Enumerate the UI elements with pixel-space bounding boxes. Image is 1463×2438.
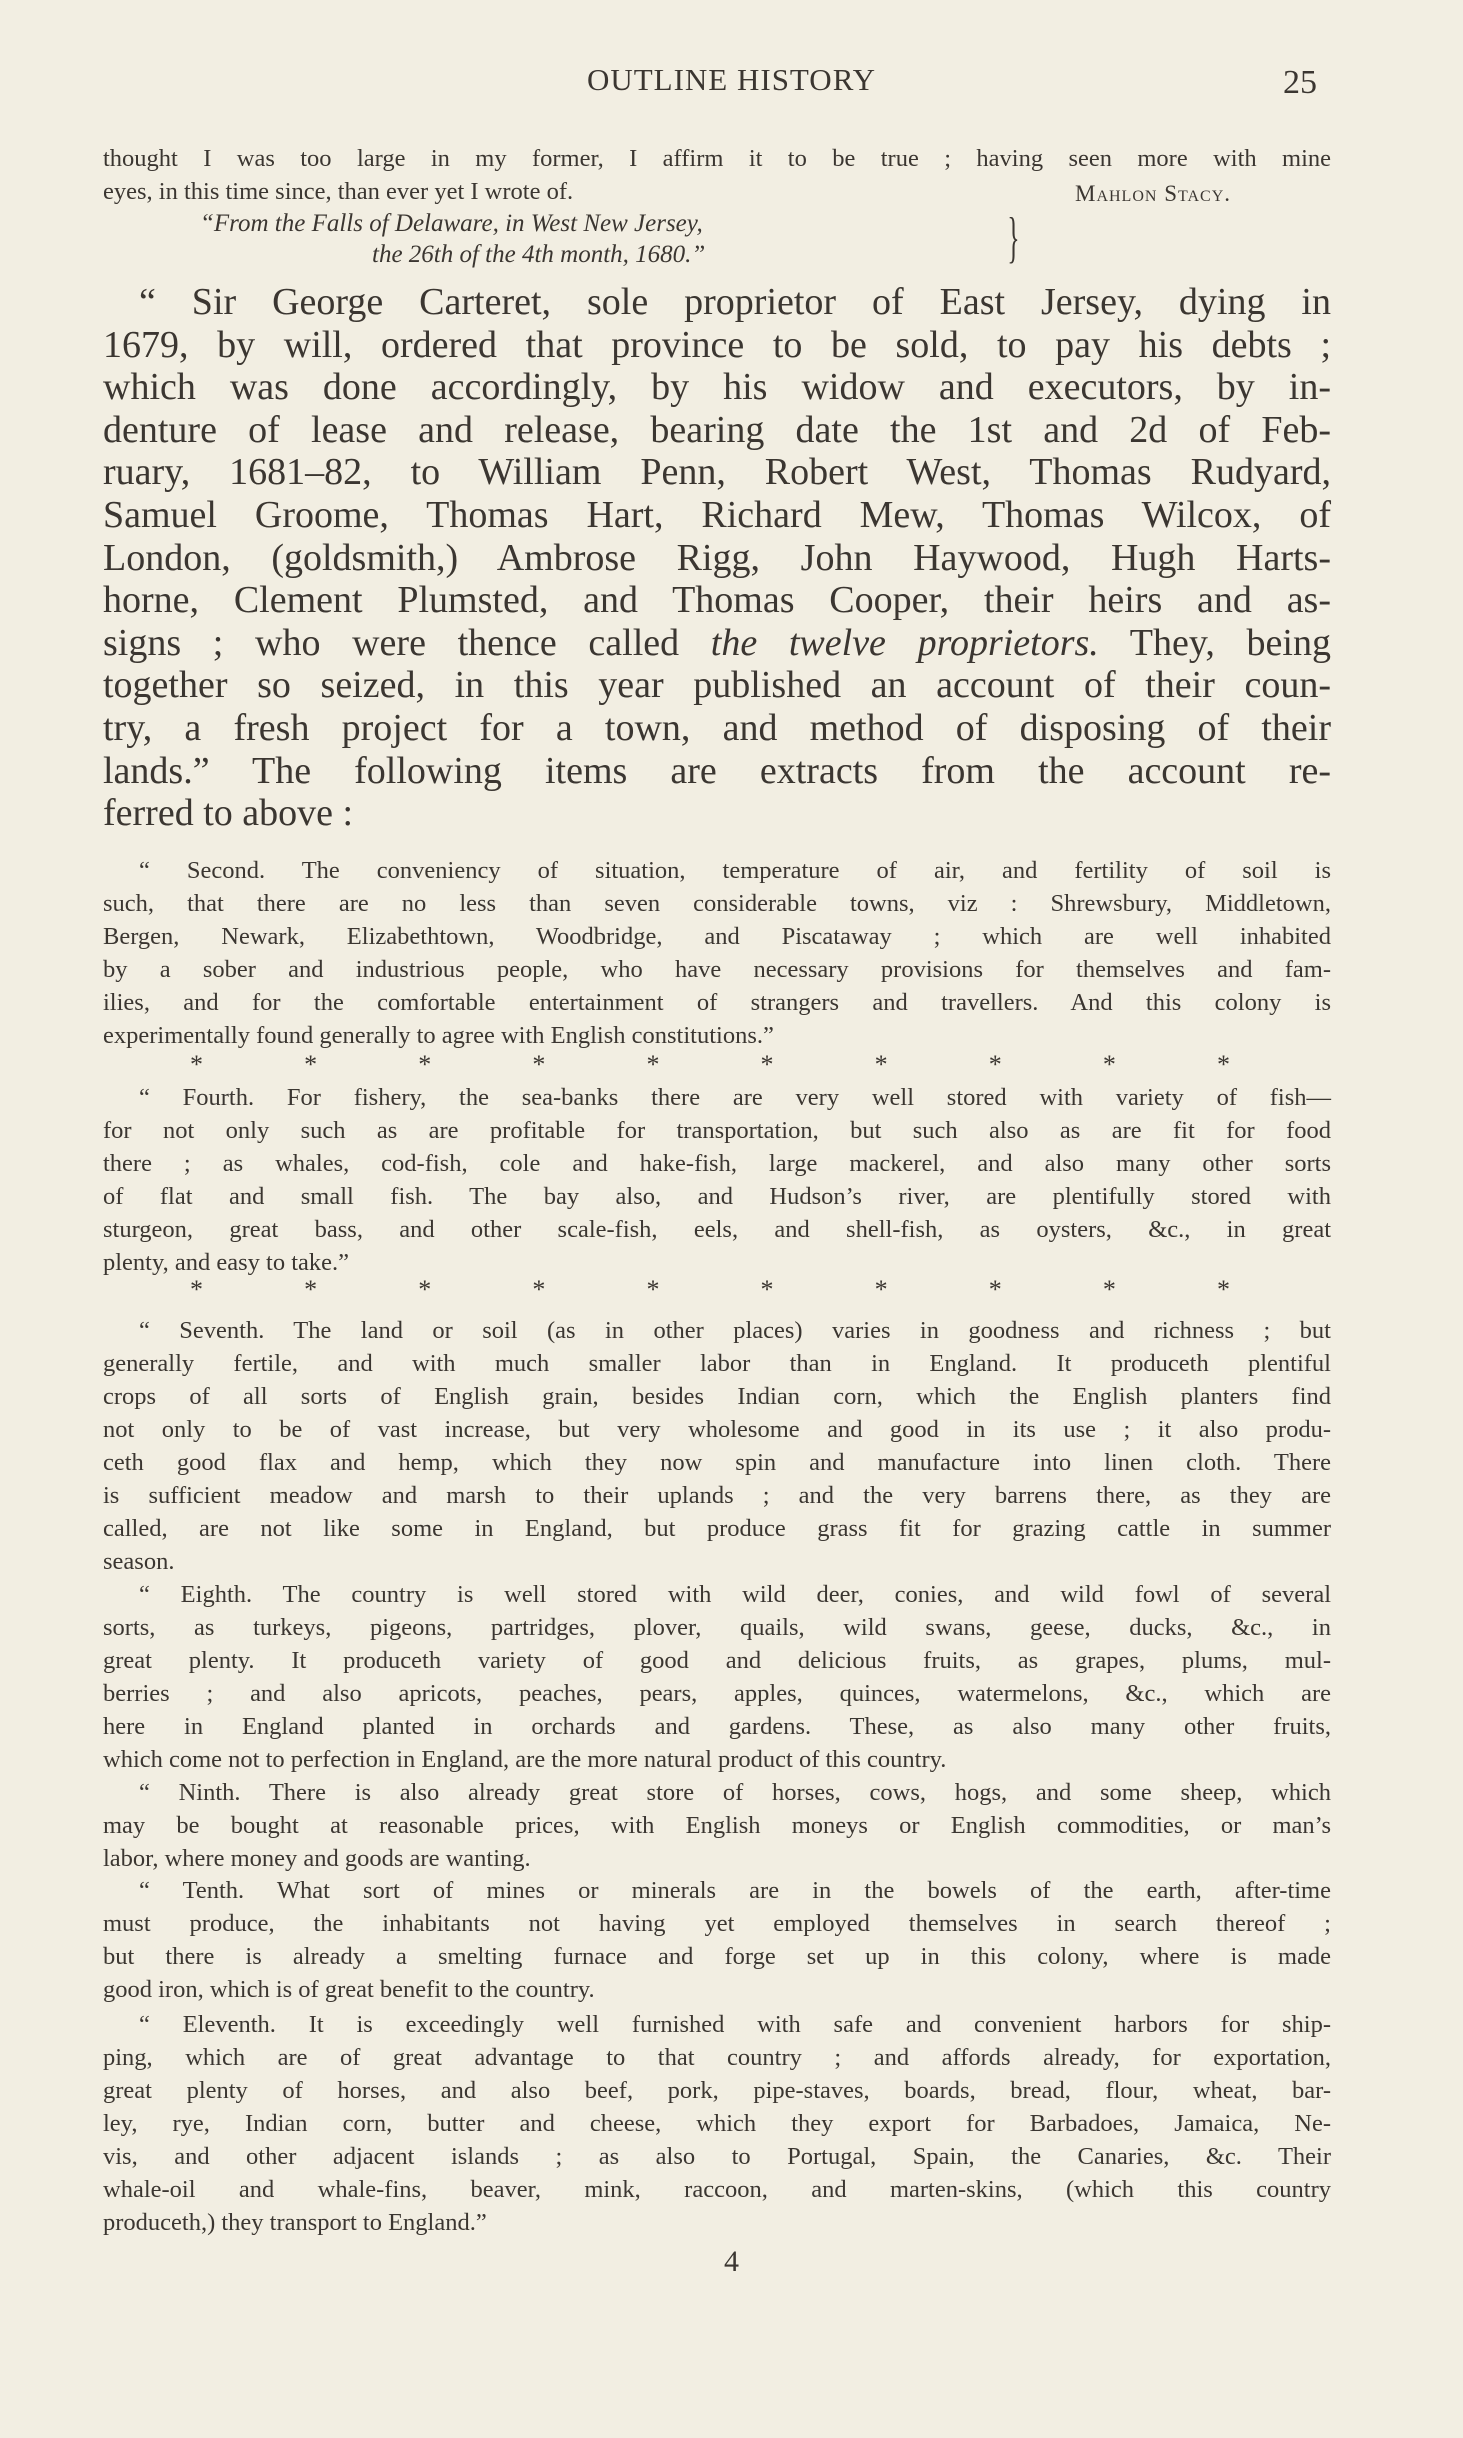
text-line: 1679, by will, ordered that province to be sold, to pay his debts ; <box>103 323 1331 366</box>
text-line: plenty, and easy to take.” <box>103 1249 350 1276</box>
italic-phrase: the twelve proprietors. <box>710 621 1099 664</box>
star-ornament: * <box>646 1050 660 1079</box>
text-line: but there is already a smelting furnace and forge set up in this colony, where is made <box>103 1943 1331 1970</box>
star-ornament: * <box>988 1050 1002 1079</box>
star-ornament: * <box>418 1050 432 1079</box>
text-line: which come not to perfection in England, are the more natural product of this country. <box>103 1746 947 1773</box>
text-line: horne, Clement Plumsted, and Thomas Cooper, their heirs and as- <box>103 579 1331 622</box>
star-ornament: * <box>1216 1050 1230 1079</box>
dateline-line: the 26th of the 4th month, 1680.” <box>372 241 706 268</box>
text-line: Bergen, Newark, Elizabethtown, Woodbridge, and Piscataway ; which are well inhabited <box>103 923 1331 950</box>
text-segment: signs ; who were thence called <box>103 621 711 664</box>
text-line: “ Tenth. What sort of mines or minerals are in the bowels of the earth, after-time <box>139 1877 1331 1904</box>
star-ornament: * <box>760 1275 774 1304</box>
extract-eleventh <box>103 2008 1331 2239</box>
letter-signature: Mahlon Stacy. <box>1075 181 1232 206</box>
text-line: here in England planted in orchards and gardens. These, as also many other fruits, <box>103 1713 1331 1740</box>
star-ornament: * <box>532 1275 546 1304</box>
text-line: sorts, as turkeys, pigeons, partridges, plover, quails, wild swans, geese, ducks, &c., in <box>103 1614 1331 1641</box>
text-line: Samuel Groome, Thomas Hart, Richard Mew, Thomas Wilcox, of <box>103 493 1331 536</box>
text-line: “ Ninth. There is also already great store of horses, cows, hogs, and some sheep, which <box>139 1779 1331 1806</box>
text-line: whale-oil and whale-fins, beaver, mink, raccoon, and marten-skins, (which this country <box>103 2176 1331 2203</box>
extract-seventh <box>103 1314 1331 1578</box>
text-line: “ Fourth. For fishery, the sea-banks there are very well stored with variety of fish— <box>139 1084 1331 1111</box>
text-line: ferred to above : <box>103 792 354 835</box>
extract-ninth <box>103 1776 1331 1875</box>
brace-mark: } <box>1007 207 1020 269</box>
star-ornament: * <box>874 1050 888 1079</box>
text-line: berries ; and also apricots, peaches, pears, apples, quinces, watermelons, &c., which are <box>103 1680 1331 1707</box>
star-ornament: * <box>760 1050 774 1079</box>
text-line: denture of lease and release, bearing date the 1st and 2d of Feb- <box>103 408 1331 451</box>
star-ornament: * <box>874 1275 888 1304</box>
text-line: “ Sir George Carteret, sole proprietor of East Jersey, dying in <box>139 281 1331 323</box>
star-ornament: * <box>988 1275 1002 1304</box>
star-ornament: * <box>1102 1050 1116 1079</box>
text-segment: They, being <box>1098 621 1331 664</box>
text-line: for not only such as are profitable for transportation, but such also as are fit for food <box>103 1117 1331 1144</box>
text-line: great plenty. It produceth variety of good and delicious fruits, as grapes, plums, mul- <box>103 1647 1331 1674</box>
text-line: crops of all sorts of English grain, besides Indian corn, which the English planters find <box>103 1383 1331 1410</box>
text-line: produceth,) they transport to England.” <box>103 2209 487 2236</box>
text-line: must produce, the inhabitants not having yet employed themselves in search thereof ; <box>103 1910 1331 1937</box>
text-line: which was done accordingly, by his widow and executors, by in- <box>103 366 1331 409</box>
letter-dateline <box>200 208 705 270</box>
dateline-line: “From the Falls of Delaware, in West New Jersey, <box>200 210 703 237</box>
ellipsis-stars <box>190 1050 1230 1080</box>
running-title: OUTLINE HISTORY <box>586 62 877 97</box>
extract-second <box>103 854 1331 1052</box>
text-line: good iron, which is of great benefit to the country. <box>103 1976 595 2003</box>
signature-mark: 4 <box>724 2245 739 2278</box>
star-ornament: * <box>304 1050 318 1079</box>
text-line: eyes, in this time since, than ever yet I wrote of. <box>103 178 574 205</box>
star-ornament: * <box>1102 1275 1116 1304</box>
text-line <box>103 622 1331 665</box>
text-line: lands.” The following items are extracts from the account re- <box>103 749 1331 792</box>
text-line: “ Eighth. The country is well stored with wild deer, conies, and wild fowl of several <box>139 1581 1331 1608</box>
main-paragraph <box>103 281 1331 835</box>
star-ornament: * <box>1216 1275 1230 1304</box>
text-line: great plenty of horses, and also beef, pork, pipe-staves, boards, bread, flour, wheat, bar- <box>103 2077 1331 2104</box>
text-line: thought I was too large in my former, I affirm it to be true ; having seen more with mine <box>103 145 1331 172</box>
text-line: ilies, and for the comfortable entertainment of strangers and travellers. And this colony is <box>103 989 1331 1016</box>
star-ornament: * <box>532 1050 546 1079</box>
text-line: is sufficient meadow and marsh to their uplands ; and the very barrens there, as they are <box>103 1482 1331 1509</box>
text-line: such, that there are no less than seven considerable towns, viz : Shrewsbury, Middletown, <box>103 890 1331 917</box>
text-line: try, a fresh project for a town, and method of disposing of their <box>103 706 1331 749</box>
star-ornament: * <box>646 1275 660 1304</box>
text-line: by a sober and industrious people, who have necessary provisions for themselves and fam- <box>103 956 1331 983</box>
star-ornament: * <box>190 1275 203 1304</box>
text-line: labor, where money and goods are wanting. <box>103 1845 531 1872</box>
extract-tenth <box>103 1874 1331 2006</box>
text-line: called, are not like some in England, but produce grass fit for grazing cattle in summer <box>103 1515 1331 1542</box>
star-ornament: * <box>418 1275 432 1304</box>
ellipsis-stars <box>190 1275 1230 1305</box>
text-line: vis, and other adjacent islands ; as also to Portugal, Spain, the Canaries, &c. Their <box>103 2143 1331 2170</box>
text-line: experimentally found generally to agree with English constitutions.” <box>103 1022 774 1049</box>
text-line: not only to be of vast increase, but very wholesome and good in its use ; it also produ- <box>103 1416 1331 1443</box>
text-line: sturgeon, great bass, and other scale-fish, eels, and shell-fish, as oysters, &c., in great <box>103 1216 1331 1243</box>
star-ornament: * <box>304 1275 318 1304</box>
page-number: 25 <box>1283 64 1317 101</box>
text-line: London, (goldsmith,) Ambrose Rigg, John Haywood, Hugh Harts- <box>103 536 1331 579</box>
text-line: “ Second. The conveniency of situation, temperature of air, and fertility of soil is <box>139 857 1331 884</box>
text-line: there ; as whales, cod-fish, cole and hake-fish, large mackerel, and also many other sorts <box>103 1150 1331 1177</box>
text-line: may be bought at reasonable prices, with English moneys or English commodities, or man’s <box>103 1812 1331 1839</box>
text-line: ruary, 1681–82, to William Penn, Robert West, Thomas Rudyard, <box>103 451 1331 494</box>
text-line: “ Seventh. The land or soil (as in other places) varies in goodness and richness ; but <box>139 1317 1331 1344</box>
extract-fourth <box>103 1081 1331 1279</box>
text-line: together so seized, in this year published an account of their coun- <box>103 664 1331 707</box>
extract-eighth <box>103 1578 1331 1776</box>
text-line: “ Eleventh. It is exceedingly well furnished with safe and convenient harbors for ship- <box>139 2011 1331 2038</box>
text-line: ceth good flax and hemp, which they now spin and manufacture into linen cloth. There <box>103 1449 1331 1476</box>
text-line: of flat and small fish. The bay also, and Hudson’s river, are plentifully stored with <box>103 1183 1331 1210</box>
text-line: generally fertile, and with much smaller labor than in England. It produceth plentiful <box>103 1350 1331 1377</box>
text-line: ley, rye, Indian corn, butter and cheese, which they export for Barbadoes, Jamaica, Ne- <box>103 2110 1331 2137</box>
star-ornament: * <box>190 1050 203 1079</box>
text-line: season. <box>103 1548 175 1575</box>
text-line: ping, which are of great advantage to that country ; and affords already, for exportation, <box>103 2044 1331 2071</box>
